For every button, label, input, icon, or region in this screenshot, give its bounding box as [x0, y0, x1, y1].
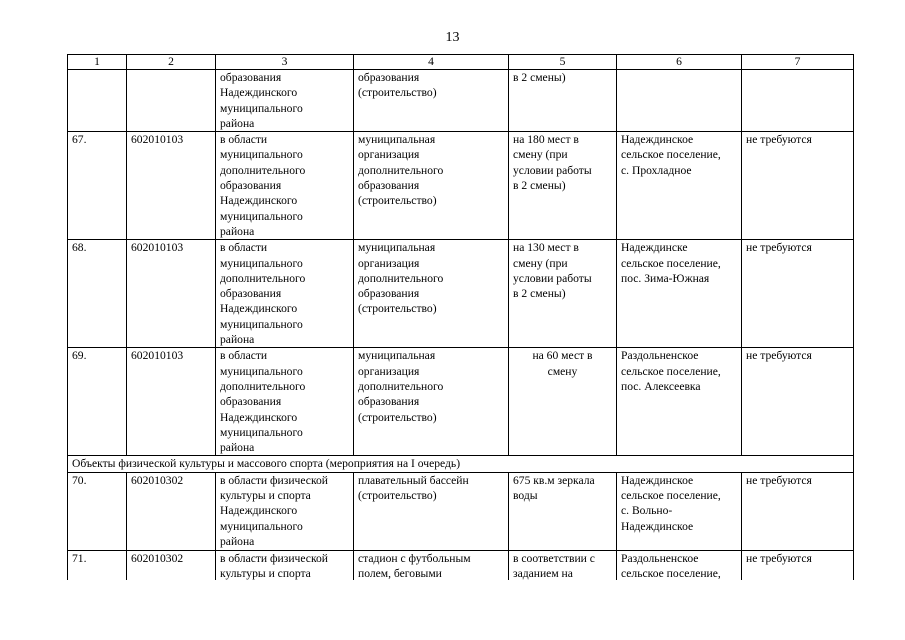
row-scope: в области муниципального дополнительного образования Надеждинского муниципального района: [216, 132, 354, 240]
row-location: Раздольненское сельское поселение, пос. Алексеевка: [617, 348, 742, 456]
row-scope: в области физической культуры и спорта: [216, 550, 354, 580]
column-header: 1: [68, 55, 127, 70]
row-zones: не требуются: [742, 132, 854, 240]
table-row: [68, 550, 854, 580]
row-object: образования (строительство): [354, 70, 509, 132]
row-number: [68, 70, 127, 132]
column-header: 2: [127, 55, 216, 70]
planning-table: [67, 54, 854, 580]
table-row: [68, 132, 854, 240]
section-heading: Объекты физической культуры и массового спорта (мероприятия на I очередь): [68, 456, 854, 472]
column-header: 7: [742, 55, 854, 70]
row-scope: в области муниципального дополнительного образования Надеждинского муниципального района: [216, 348, 354, 456]
row-number: 70.: [68, 472, 127, 550]
row-location: Раздольненское сельское поселение,: [617, 550, 742, 580]
row-object: муниципальная организация дополнительного образования (строительство): [354, 132, 509, 240]
row-location: Надеждинское сельское поселение, с. Прохладное: [617, 132, 742, 240]
row-scope: в области физической культуры и спорта Надеждинского муниципального района: [216, 472, 354, 550]
row-object: плавательный бассейн (строительство): [354, 472, 509, 550]
row-object: муниципальная организация дополнительного образования (строительство): [354, 240, 509, 348]
column-number-row: [68, 55, 854, 70]
row-capacity: на 130 мест в смену (при условии работы в 2 смены): [509, 240, 617, 348]
row-location: Надеждинске сельское поселение, пос. Зима-Южная: [617, 240, 742, 348]
column-header: 4: [354, 55, 509, 70]
row-code: 602010302: [127, 472, 216, 550]
row-capacity: в 2 смены): [509, 70, 617, 132]
row-object: муниципальная организация дополнительного образования (строительство): [354, 348, 509, 456]
row-object: стадион с футбольным полем, беговыми: [354, 550, 509, 580]
row-code: 602010302: [127, 550, 216, 580]
row-capacity: 675 кв.м зеркала воды: [509, 472, 617, 550]
row-number: 67.: [68, 132, 127, 240]
row-zones: не требуются: [742, 472, 854, 550]
row-zones: не требуются: [742, 348, 854, 456]
row-code: 602010103: [127, 240, 216, 348]
row-scope: образования Надеждинского муниципального района: [216, 70, 354, 132]
table-row: [68, 472, 854, 550]
row-scope: в области муниципального дополнительного образования Надеждинского муниципального района: [216, 240, 354, 348]
row-capacity: на 60 мест в смену: [509, 348, 617, 456]
column-header: 6: [617, 55, 742, 70]
table-row: [68, 348, 854, 456]
row-location: Надеждинское сельское поселение, с. Вольно- Надеждинское: [617, 472, 742, 550]
row-zones: не требуются: [742, 240, 854, 348]
row-zones: не требуются: [742, 550, 854, 580]
row-location: [617, 70, 742, 132]
row-capacity: в соответствии с заданием на: [509, 550, 617, 580]
section-row: [68, 456, 854, 472]
row-number: 71.: [68, 550, 127, 580]
row-code: 602010103: [127, 348, 216, 456]
column-header: 5: [509, 55, 617, 70]
row-number: 68.: [68, 240, 127, 348]
row-code: 602010103: [127, 132, 216, 240]
table-row: [68, 240, 854, 348]
row-number: 69.: [68, 348, 127, 456]
row-capacity: на 180 мест в смену (при условии работы в 2 смены): [509, 132, 617, 240]
row-zones: [742, 70, 854, 132]
table-row: [68, 70, 854, 132]
column-header: 3: [216, 55, 354, 70]
page-number: 13: [445, 30, 460, 45]
row-code: [127, 70, 216, 132]
